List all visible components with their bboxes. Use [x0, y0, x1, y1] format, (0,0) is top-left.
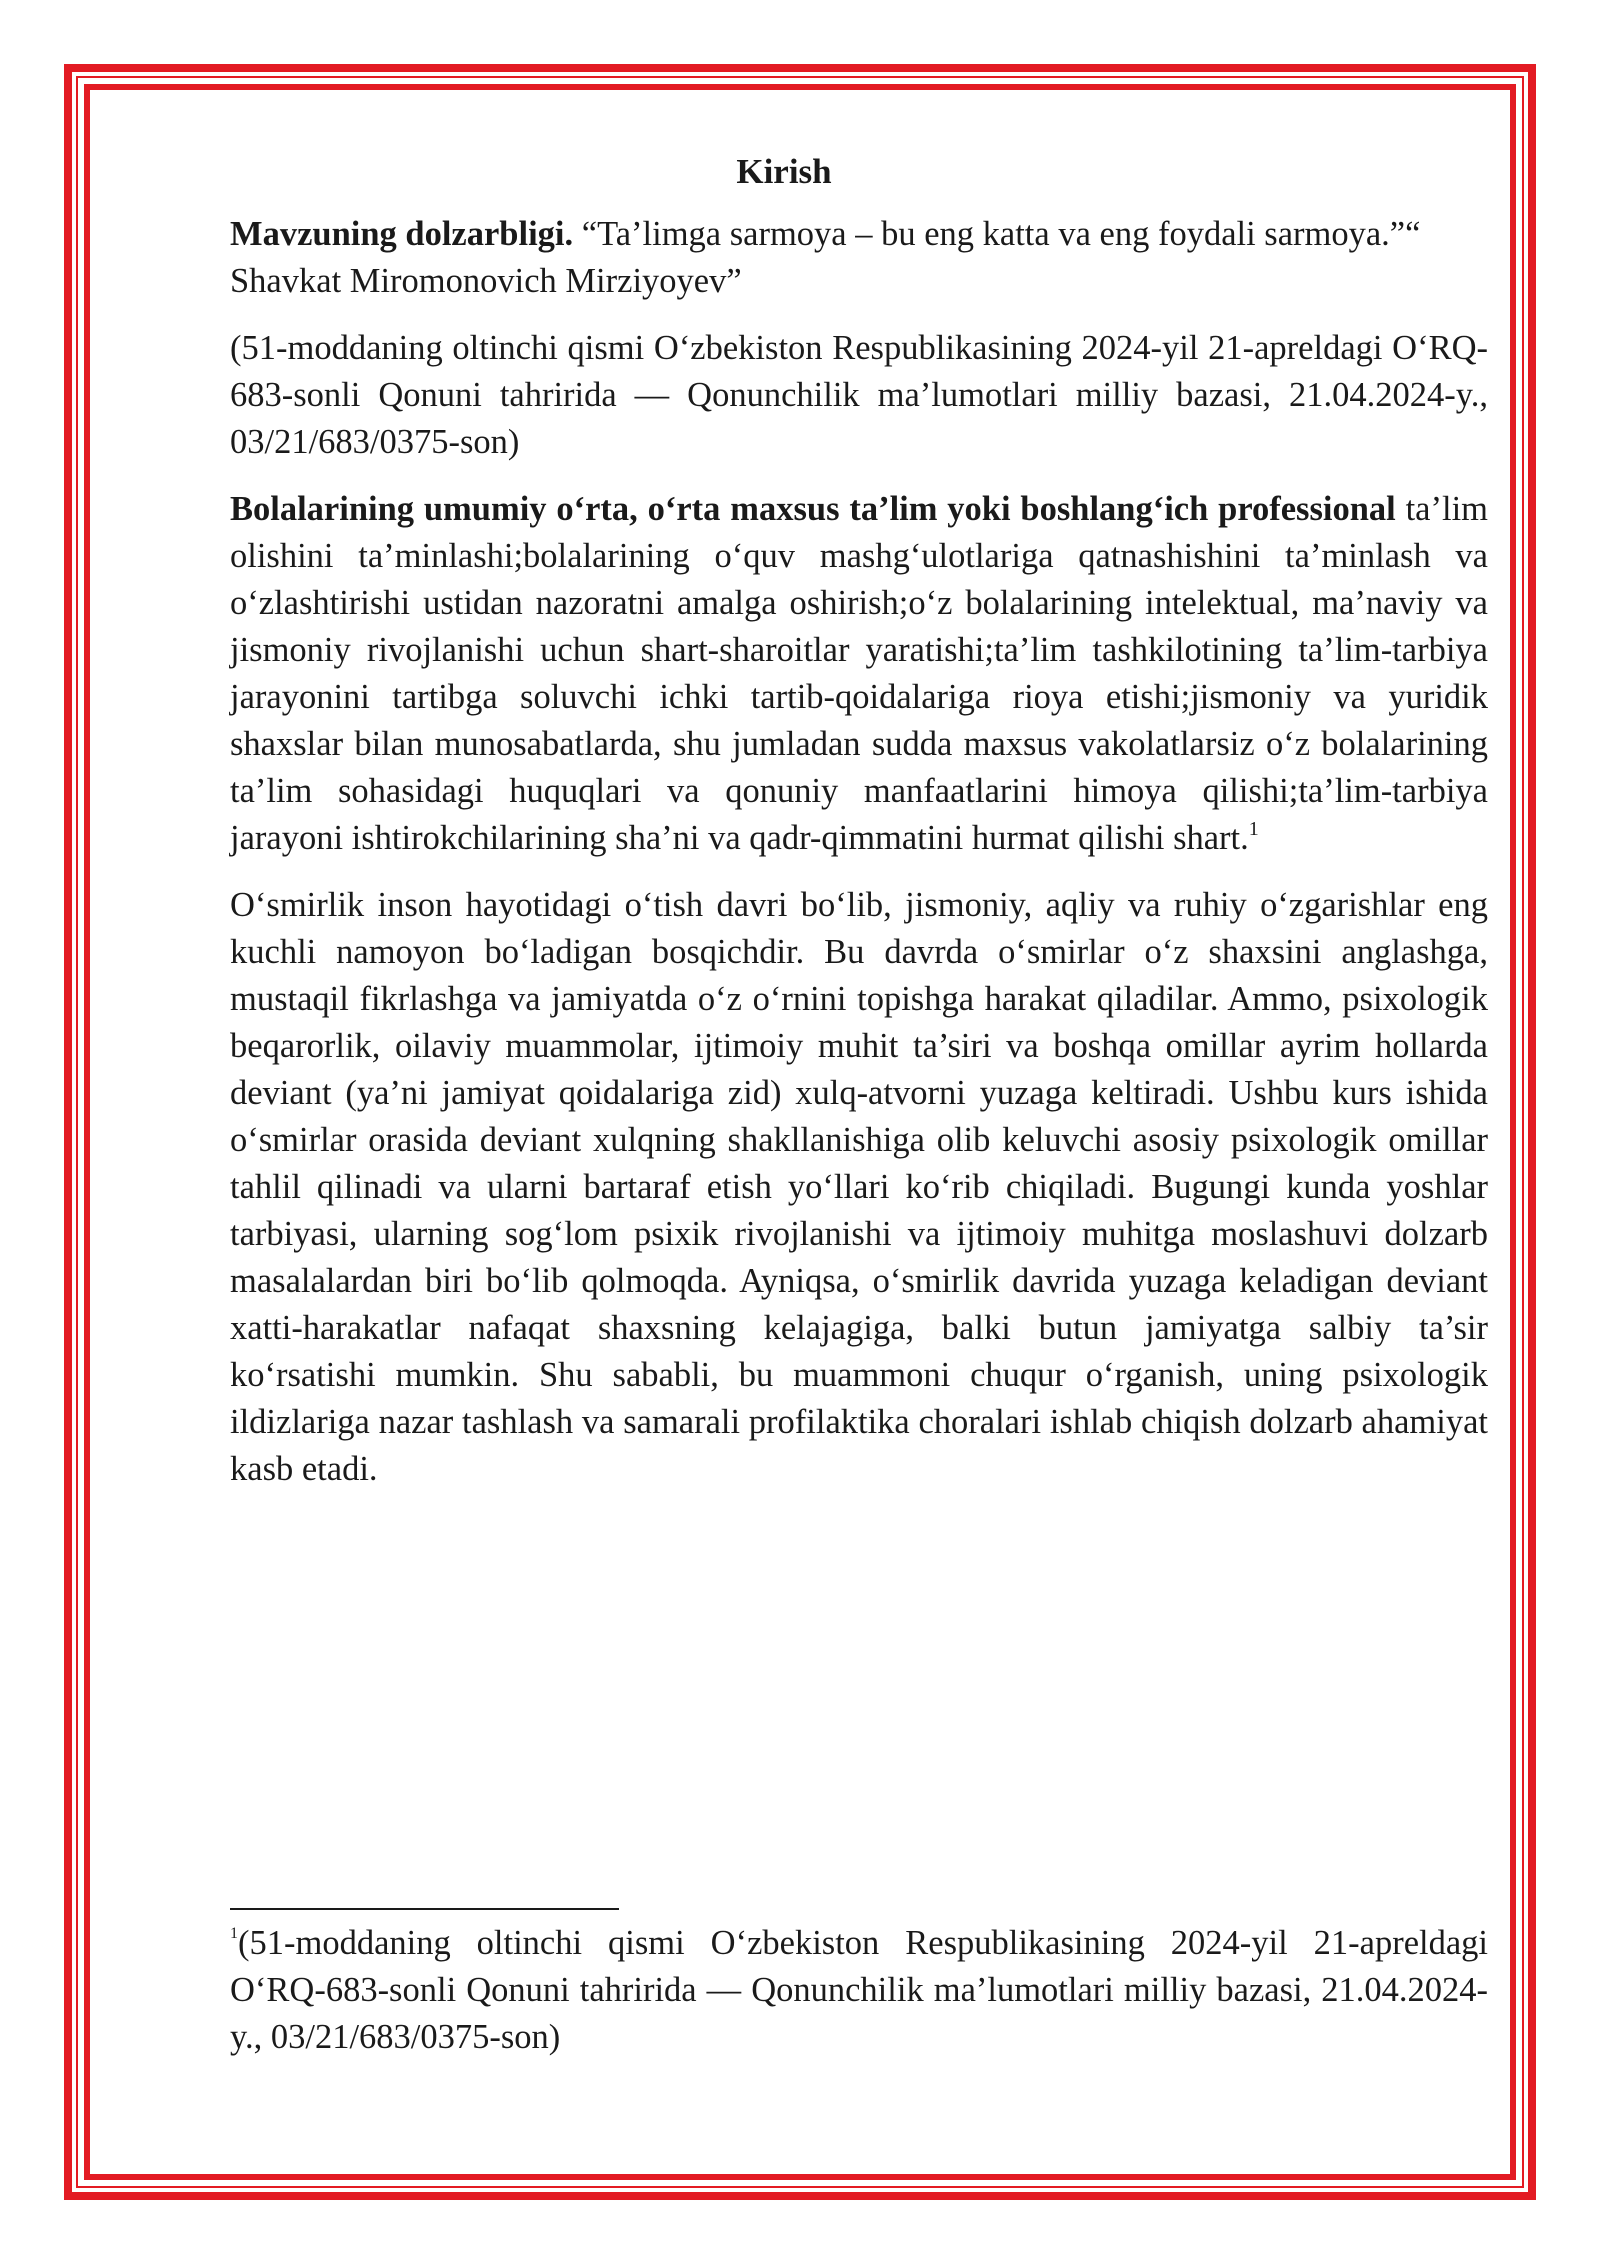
duties-bold-lead: Bolalarining umumiy oʻrta, oʻrta maxsus ta’lim yoki boshlangʻich professional [230, 490, 1396, 528]
intro-quote: “Ta’limga sarmoya – bu eng katta va eng foydali sarmoya.”“ Shavkat Miromonovich Mirziyoyev” [230, 215, 1421, 300]
document-body [230, 148, 1488, 1513]
footnote [230, 1920, 1488, 2061]
section-heading: Kirish [736, 152, 832, 191]
citation-paragraph: (51-moddaning oltinchi qismi Oʻzbekiston Respublikasining 2024-yil 21-apreldagi OʻRQ-683-sonli Qonuni tahririda — Qonunchilik ma’lumotlari milliy bazasi, 21.04.2024-y., 03/21/683/0375-son) [230, 329, 1488, 461]
intro-paragraph [230, 211, 1488, 305]
main-paragraph: Oʻsmirlik inson hayotidagi oʻtish davri boʻlib, jismoniy, aqliy va ruhiy oʻzgarishlar eng kuchli namoyon boʻladigan bosqichdir. Bu davrda oʻsmirlar oʻz shaxsini anglashga, mustaqil fikrlashga va jamiyatda oʻz oʻrnini topishga harakat qiladilar. Ammo, psixologik beqarorlik, oilaviy muammolar, ijtimoiy muhit ta’siri va boshqa omillar ayrim hollarda deviant (ya’ni jamiyat qoidalariga zid) xulq-atvorni yuzaga keltiradi. Ushbu kurs ishida oʻsmirlar orasida deviant xulqning shakllanishiga olib keluvchi asosiy psixologik omillar tahlil qilinadi va ularni bartaraf etish yoʻllari koʻrib chiqiladi. Bugungi kunda yoshlar tarbiyasi, ularning sogʻlom psixik rivojlanishi va ijtimoiy muhitga moslashuvi dolzarb masalalardan biri boʻlib qolmoqda. Ayniqsa, oʻsmirlik davrida yuzaga keladigan deviant xatti-harakatlar nafaqat shaxsning kelajagiga, balki butun jamiyatga salbiy ta’sir koʻrsatishi mumkin. Shu sababli, bu muammoni chuqur oʻrganish, uning psixologik ildizlariga nazar tashlash va samarali profilaktika choralari ishlab chiqish dolzarb ahamiyat kasb etadi. [230, 886, 1488, 1488]
footnote-reference[interactable]: 1 [1248, 818, 1259, 840]
footnote-marker: 1 [230, 1925, 238, 1942]
footnote-text: (51-moddaning oltinchi qismi Oʻzbekiston Respublikasining 2024-yil 21-apreldagi OʻRQ-683-sonli Qonuni tahririda — Qonunchilik ma’lumotlari milliy bazasi, 21.04.2024-y., 03/21/683/0375-son) [230, 1924, 1488, 2056]
footnote-separator [230, 1908, 619, 1910]
intro-bold-label: Mavzuning dolzarbligi. [230, 215, 574, 253]
duties-body: ta’lim olishini ta’minlashi;bolalarining oʻquv mashgʻulotlariga qatnashishini ta’minlash va oʻzlashtirishi ustidan nazoratni amalga oshirish;oʻz bolalarining intelektual, ma’naviy va jismoniy rivojlanishi uchun shart-sharoitlar yaratishi;ta’lim tashkilotining ta’lim-tarbiya jarayonini tartibga soluvchi ichki tartib-qoidalariga rioya etishi;jismoniy va yuridik shaxslar bilan munosabatlarda, shu jumladan sudda maxsus vakolatlarsiz oʻz bolalarining ta’lim sohasidagi huquqlari va qonuniy manfaatlarini himoya qilishi;ta’lim-tarbiya jarayoni ishtirokchilarining sha’ni va qadr-qimmatini hurmat qilishi shart. [230, 490, 1488, 857]
duties-paragraph [230, 486, 1488, 862]
